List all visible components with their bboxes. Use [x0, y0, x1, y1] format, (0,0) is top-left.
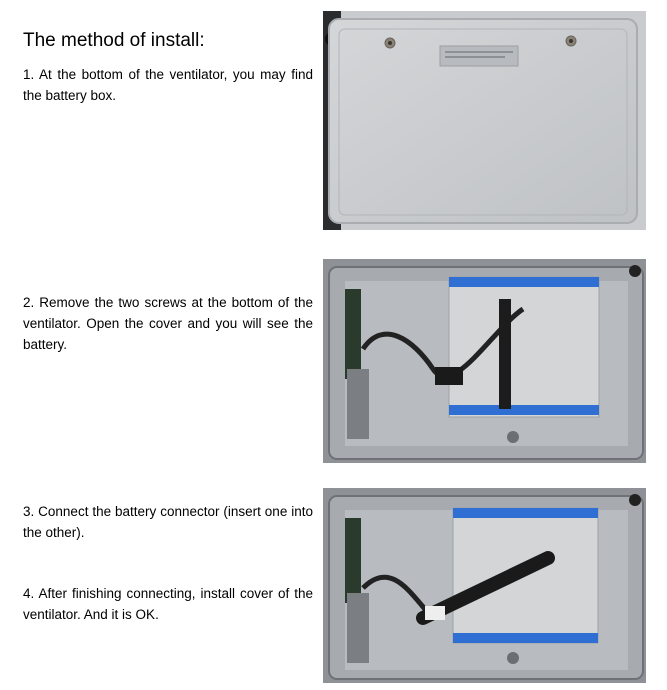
open-battery-box-photo: [323, 259, 646, 463]
step-1-text: 1. At the bottom of the ventilator, you may find the battery box.: [23, 67, 313, 103]
page-title: The method of install:: [23, 30, 205, 51]
step-4-text: 4. After finishing connecting, install cover of the ventilator. And it is OK.: [23, 586, 313, 622]
connected-battery-photo: [323, 488, 646, 683]
step-3-text: 3. Connect the battery connector (insert one into the other).: [23, 504, 313, 540]
step-2-text: 2. Remove the two screws at the bottom of the ventilator. Open the cover and you will see the battery.: [23, 295, 313, 352]
battery-cover-photo: [323, 11, 646, 230]
